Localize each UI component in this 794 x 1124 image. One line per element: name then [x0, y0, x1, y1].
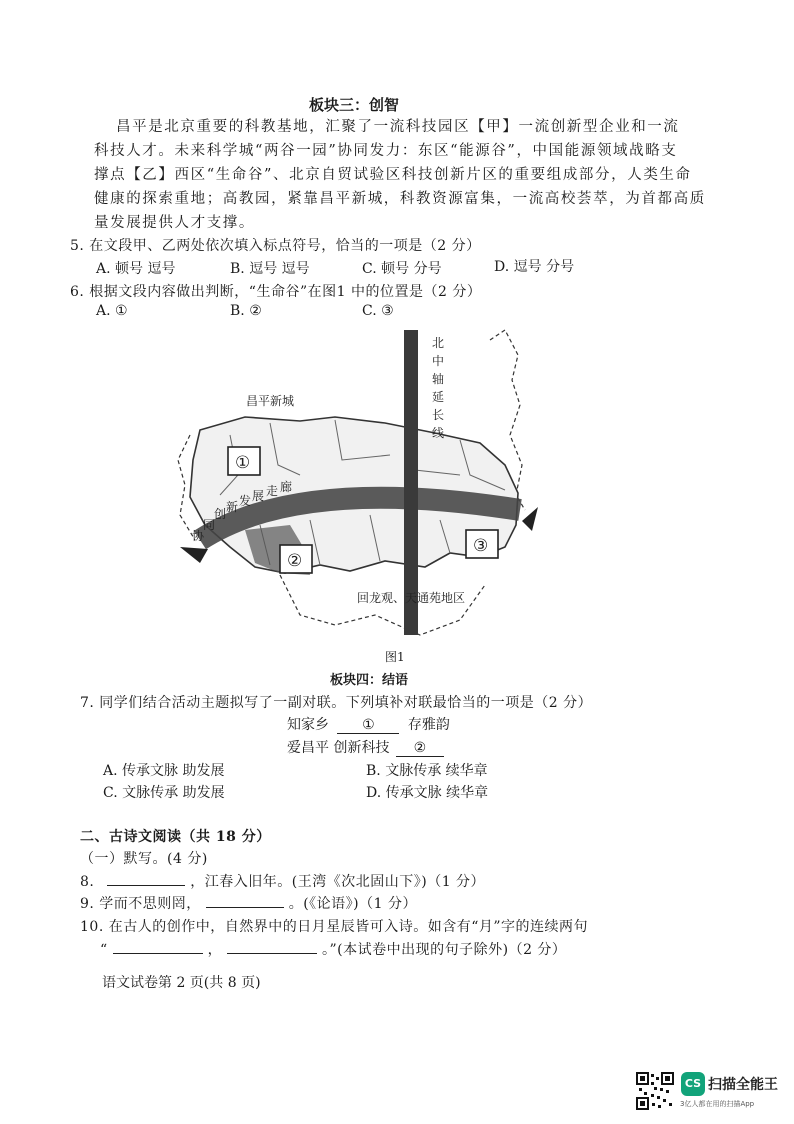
q10-comma: ， — [207, 942, 223, 958]
q5-option-d: D. 逗号 分号 — [494, 259, 575, 275]
figure-caption: 图1 — [385, 650, 405, 664]
q6-option-c: C. ③ — [362, 303, 394, 319]
couplet-1-blank: ① — [337, 717, 399, 734]
section3-line-1: 昌平是北京重要的科教基地，汇聚了一流科技园区【甲】一流创新型企业和一流 — [116, 119, 680, 135]
q5-option-c: C. 顿号 分号 — [362, 261, 442, 277]
q10-line-2 — [100, 939, 566, 959]
q10-line-1: 10. 在古人的创作中，自然界中的日月星辰皆可入诗。如含有“月”字的连续两句 — [80, 919, 589, 935]
q5-option-b: B. 逗号 逗号 — [230, 261, 310, 277]
couplet-1-suffix: 存雅韵 — [407, 717, 450, 733]
scanner-tagline: 3亿人都在用的扫描App — [680, 1100, 755, 1108]
section3-line-5: 量发展提供人才支撑。 — [94, 215, 255, 231]
q6-stem: 6. 根据文段内容做出判断，“生命谷”在图1 中的位置是（2 分） — [70, 284, 482, 300]
q6-option-a: A. ① — [96, 303, 128, 319]
q7-option-c: C. 文脉传承 助发展 — [103, 785, 225, 801]
q9-text: 9. 学而不思则罔， — [80, 896, 201, 912]
q7-option-d: D. 传承文脉 续华章 — [366, 785, 489, 801]
q9-answer-blank[interactable] — [206, 907, 284, 908]
corridor-label-8: 廊 — [280, 480, 293, 494]
corridor-label-7: 走 — [266, 484, 279, 498]
corridor-label-6: 展 — [252, 489, 265, 503]
section3-line-2: 科技人才。未来科学城“两谷一园”协同发力：东区“能源谷”，中国能源领域战略支 — [94, 143, 678, 159]
south-boundary — [280, 575, 485, 635]
axis-label-4: 延 — [432, 390, 445, 404]
q9-after: 。(《论语》)（1 分） — [288, 896, 417, 912]
map-figure — [160, 325, 560, 643]
section3-title: 板块三：创智 — [309, 96, 400, 114]
corridor-arrow-east — [522, 507, 538, 531]
south-area-label: 回龙观、天通苑地区 — [357, 591, 466, 605]
q7-option-b: B. 文脉传承 续华章 — [366, 763, 488, 779]
q8-line — [80, 871, 485, 891]
q10-open-quote: “ — [100, 942, 108, 958]
corridor-label-1: 协 — [192, 529, 205, 543]
axis-label-2: 中 — [432, 354, 445, 368]
q8-number: 8. — [80, 874, 95, 890]
marker-3-label: ③ — [473, 536, 489, 556]
q8-text: ，江春入旧年。(王湾《次北固山下》)（1 分） — [190, 874, 486, 890]
scanner-app-name: 扫描全能王 — [708, 1077, 778, 1093]
q10-answer-blank-1[interactable] — [113, 953, 203, 954]
corridor-label-4: 新 — [226, 500, 239, 514]
q10-after: 。”(本试卷中出现的句子除外)（2 分） — [321, 942, 567, 958]
couplet-line-2 — [287, 737, 444, 757]
page-footer: 语文试卷第 2 页(共 8 页) — [102, 975, 261, 991]
corridor-label-5: 发 — [239, 494, 252, 508]
axis-label-5: 长 — [432, 408, 445, 422]
qr-code-icon — [636, 1072, 674, 1110]
q10-answer-blank-2[interactable] — [227, 953, 317, 954]
couplet-1-prefix: 知家乡 — [287, 717, 329, 733]
q5-stem: 5. 在文段甲、乙两处依次填入标点符号，恰当的一项是（2 分） — [70, 238, 481, 254]
section3-line-3: 撑点【乙】西区“生命谷”、北京自贸试验区科技创新片区的重要组成部分，人类生命 — [94, 167, 692, 183]
q7-stem: 7. 同学们结合活动主题拟写了一副对联。下列填补对联最恰当的一项是（2 分） — [80, 695, 593, 711]
corridor-label-2: 同 — [203, 518, 216, 532]
central-axis-bar — [404, 330, 418, 635]
q7-option-a: A. 传承文脉 助发展 — [103, 763, 225, 779]
section3-line-4: 健康的探索重地；高教园，紧靠昌平新城，科教资源富集，一流高校荟萃，为首都高质 — [94, 191, 706, 207]
couplet-2-prefix: 爱昌平 创新科技 — [287, 740, 390, 756]
corridor-label-3: 创 — [214, 507, 227, 521]
q9-line — [80, 893, 417, 913]
part2-sub1: （一）默写。(4 分) — [80, 851, 208, 867]
marker-1-label: ① — [235, 453, 251, 473]
part2-title: 二、古诗文阅读（共 18 分） — [80, 829, 271, 845]
q5-option-a: A. 顿号 逗号 — [96, 261, 176, 277]
axis-label-1: 北 — [432, 336, 445, 350]
q6-option-b: B. ② — [230, 303, 262, 319]
scanner-logo-icon: CS — [681, 1072, 705, 1096]
marker-2-label: ② — [287, 551, 303, 571]
q8-answer-blank[interactable] — [107, 885, 185, 886]
axis-label-6: 线 — [432, 426, 445, 440]
couplet-2-blank: ② — [396, 740, 444, 757]
city-label: 昌平新城 — [246, 394, 295, 408]
corridor-arrow-west — [180, 547, 208, 563]
section4-title: 板块四：结语 — [330, 673, 409, 688]
axis-label-3: 轴 — [432, 372, 445, 386]
couplet-line-1 — [287, 714, 450, 734]
